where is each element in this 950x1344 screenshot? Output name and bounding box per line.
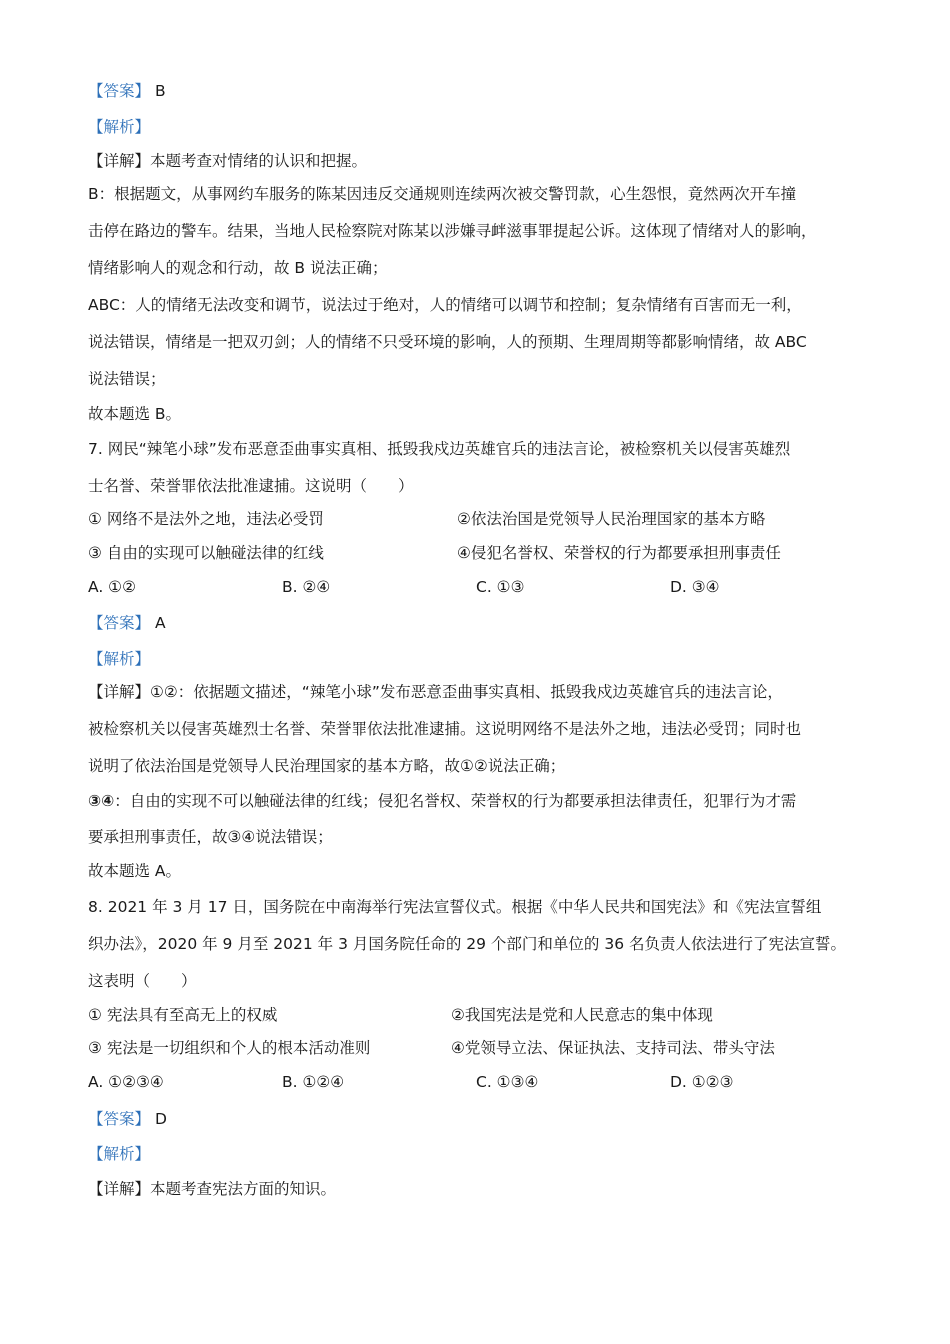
question-7-stem: 士名誉、荣誉罪依法批准逮捕。这说明（ ）: [88, 477, 414, 495]
analysis-heading-8: [88, 1143, 868, 1165]
answer-tag: 【答案】: [88, 82, 151, 100]
statement-4: ④侵犯名誉权、荣誉权的行为都要承担刑事责任: [457, 544, 781, 562]
analysis-paragraph-line: B：根据题文，从事网约车服务的陈某因违反交通规则连续两次被交警罚款，心生怨恨，竟然两次开车撞: [88, 185, 797, 203]
answer-value: A: [154, 614, 166, 632]
answer-line-6: [88, 80, 868, 102]
statement-1: ① 宪法具有至高无上的权威: [88, 1006, 278, 1024]
detail-text: ：自由的实现不可以触碰法律的红线；侵犯名誉权、荣誉权的行为都要承担法律责任，犯罪行为才需: [114, 792, 797, 810]
answer-value: D: [154, 1110, 167, 1128]
detail-tag: 【详解】: [88, 683, 151, 701]
analysis-paragraph-line: 击停在路边的警车。结果，当地人民检察院对陈某以涉嫌寻衅滋事罪提起公诉。这体现了情绪对人的影响，: [88, 222, 817, 240]
analysis-paragraph-line: 情绪影响人的观念和行动，故 B 说法正确；: [88, 259, 388, 277]
analysis-paragraph-line: 要承担刑事责任，故③④说法错误；: [88, 828, 333, 846]
statement-3: ③ 宪法是一切组织和个人的根本活动准则: [88, 1039, 371, 1057]
analysis-tag: 【解析】: [88, 650, 151, 668]
option-b: B. ①②④: [282, 1073, 345, 1091]
option-a: A. ①②③④: [88, 1073, 164, 1091]
option-c: C. ①③: [476, 578, 525, 596]
analysis-heading-6: [88, 116, 868, 138]
detail-text: 本题考查对情绪的认识和把握。: [150, 152, 368, 170]
question-8-stem: 织办法》，2020 年 9 月至 2021 年 3 月国务院任命的 29 个部门和单位的 36 名负责人依法进行了宪法宣誓。: [88, 935, 847, 953]
option-b: B. ②④: [282, 578, 331, 596]
statement-1: ① 网络不是法外之地，违法必受罚: [88, 510, 324, 528]
question-7-stem: 7. 网民“辣笔小球”发布恶意歪曲事实真相、抵毁我戍边英雄官兵的违法言论，被检察机关以侵害英雄烈: [88, 440, 791, 458]
detail-intro-8: [88, 1178, 868, 1200]
question-8-stem: 8. 2021 年 3 月 17 日，国务院在中南海举行宪法宣誓仪式。根据《中华人民共和国宪法》和《宪法宣誓组: [88, 898, 822, 916]
detail-line-7: [88, 681, 868, 703]
answer-value: B: [154, 82, 166, 100]
detail-tag: 【详解】: [88, 152, 151, 170]
detail-intro-6: [88, 150, 868, 172]
option-d: D. ③④: [670, 578, 720, 596]
analysis-tag: 【解析】: [88, 1145, 151, 1163]
statement-4: ④党领导立法、保证执法、支持司法、带头守法: [451, 1039, 775, 1057]
answer-line-7: [88, 612, 868, 634]
detail-text: 本题考查宪法方面的知识。: [150, 1180, 337, 1198]
answer-tag: 【答案】: [88, 1110, 151, 1128]
option-d: D. ①②③: [670, 1073, 734, 1091]
analysis-paragraph-line: ABC：人的情绪无法改变和调节，说法过于绝对，人的情绪可以调节和控制；复杂情绪有百害而无一利，: [88, 296, 802, 314]
analysis-paragraph-line: 说法错误，情绪是一把双刃剑；人的情绪不只受环境的影响，人的预期、生理周期等都影响情绪，故 ABC: [88, 333, 807, 351]
conclusion-6: 故本题选 B。: [88, 405, 182, 423]
analysis-paragraph-line: 被检察机关以侵害英雄烈士名誉、荣誉罪依法批准逮捕。这说明网络不是法外之地，违法必受罚；同时也: [88, 720, 802, 738]
analysis-paragraph-line: [88, 790, 868, 812]
answer-line-8: [88, 1108, 868, 1130]
statement-2: ②依法治国是党领导人民治理国家的基本方略: [457, 510, 766, 528]
analysis-paragraph-line: 说法错误；: [88, 370, 166, 388]
detail-text: ①②：依据题文描述，“辣笔小球”发布恶意歪曲事实真相、抵毁我戍边英雄官兵的违法言论，: [150, 683, 783, 701]
analysis-paragraph-line: 说明了依法治国是党领导人民治理国家的基本方略，故①②说法正确；: [88, 757, 566, 775]
question-8-stem: 这表明（ ）: [88, 972, 197, 990]
statement-2: ②我国宪法是党和人民意志的集中体现: [451, 1006, 713, 1024]
statement-3: ③ 自由的实现可以触碰法律的红线: [88, 544, 324, 562]
option-a: A. ①②: [88, 578, 136, 596]
conclusion-7: 故本题选 A。: [88, 862, 182, 880]
answer-tag: 【答案】: [88, 614, 151, 632]
analysis-heading-7: [88, 648, 868, 670]
detail-tag: 【详解】: [88, 1180, 151, 1198]
statement-ref: ③④: [88, 792, 115, 810]
option-c: C. ①③④: [476, 1073, 539, 1091]
analysis-tag: 【解析】: [88, 118, 151, 136]
